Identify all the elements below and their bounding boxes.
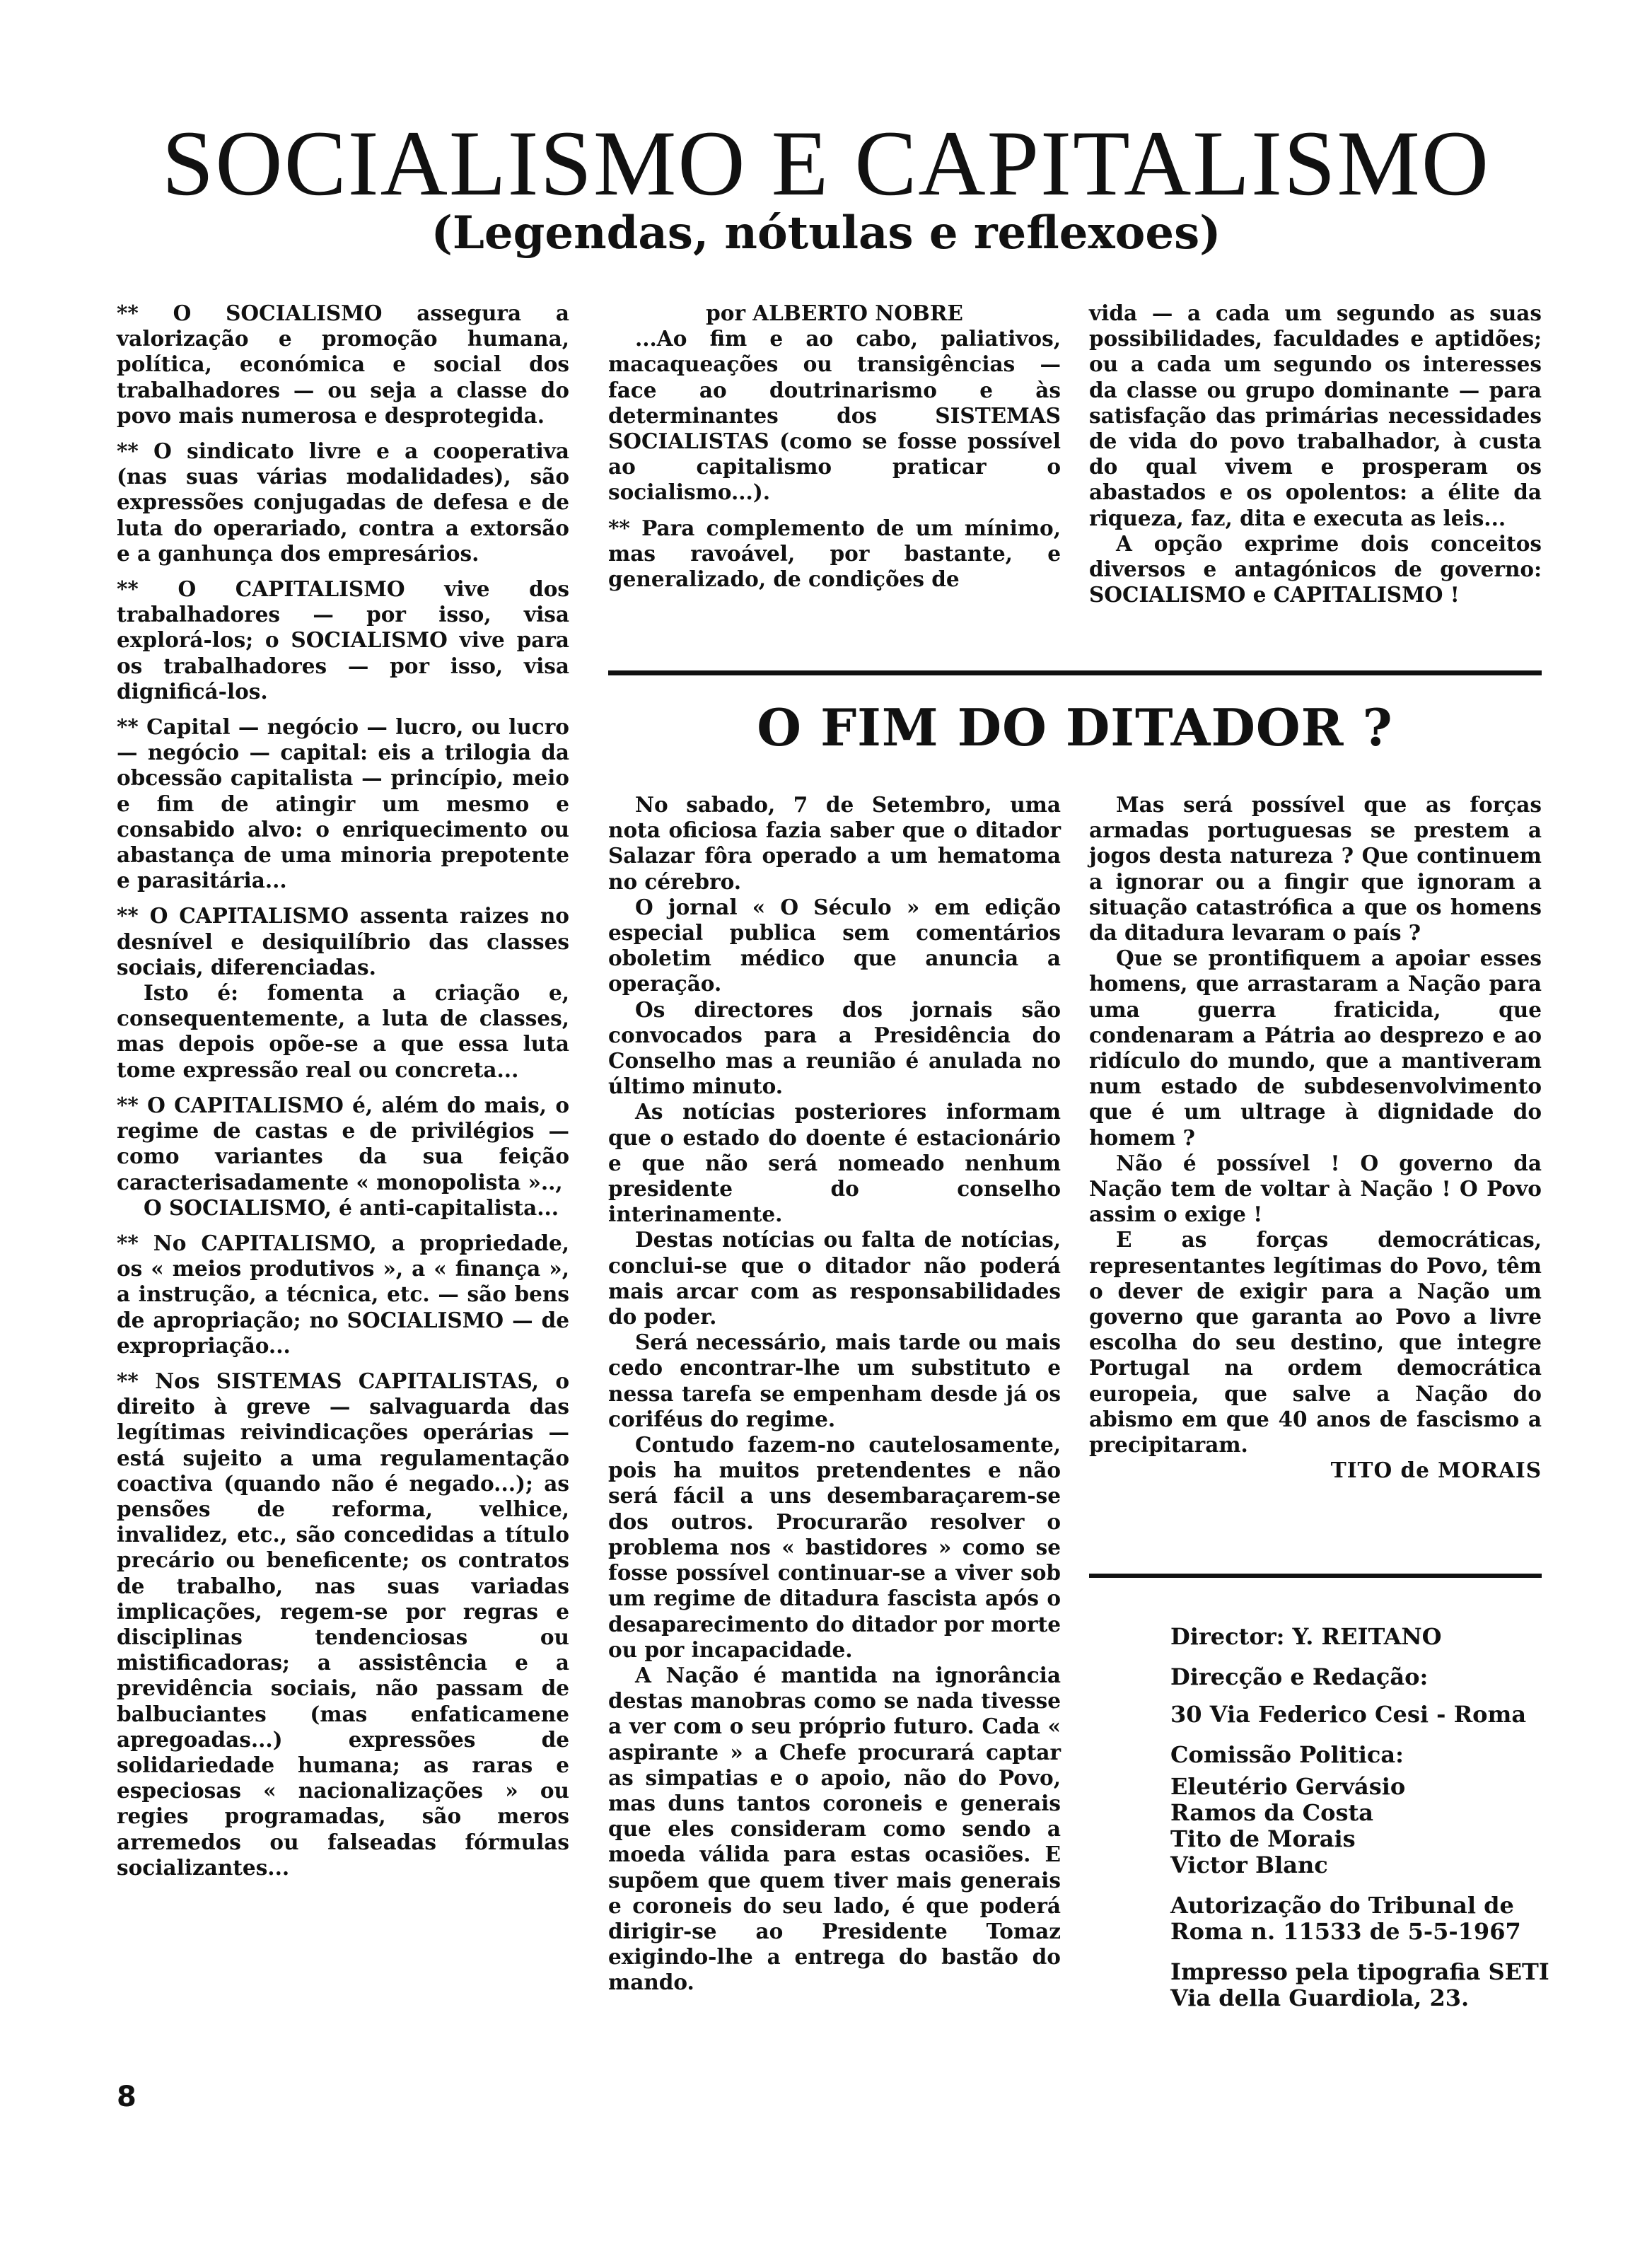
- commission-member: Ramos da Costa: [1170, 1799, 1374, 1826]
- paragraph: Contudo fazem-no cautelosamente, pois ha muitos pretendentes e não será fácil a uns desembaraçarem-se dos outros. Procurarão resolver o problema nos « bastidores » como se fosse possível continuar-se a viver sob um regime de ditadura fascista após o desaparecimento do ditador por morte ou por incapacidade.: [608, 1432, 1061, 1662]
- printer-line: Via della Guardiola, 23.: [1170, 1984, 1470, 2011]
- paragraph: O SOCIALISMO, é anti-capitalista...: [144, 1195, 559, 1220]
- authorization-line: Autorização do Tribunal de: [1170, 1892, 1514, 1919]
- commission-member: Victor Blanc: [1170, 1852, 1328, 1878]
- paragraph: No sabado, 7 de Setembro, uma nota oficiosa fazia saber que o ditador Salazar fôra operado a um hematoma no cérebro.: [608, 792, 1061, 894]
- paragraph: ** O CAPITALISMO vive dos trabalhadores — por isso, visa explorá-los; o SOCIALISMO vive para os trabalhadores — por isso, visa dignificá-los.: [117, 576, 569, 704]
- authorization-block: [1170, 1893, 1566, 1945]
- paragraph: As notícias posteriores informam que o estado do doente é estacionário e que não será nomeado nenhum presidente do conselho interinamente.: [608, 1099, 1061, 1227]
- paragraph: Mas será possível que as forças armadas portuguesas se prestem a jogos desta natureza ? Que continuem a ignorar ou a fingir que ignoram a situação catastrófica a que os homens da ditadura levaram o país ?: [1089, 792, 1542, 946]
- author-signature: TITO de MORAIS: [1330, 1458, 1542, 1483]
- paragraph: ** O CAPITALISMO assenta raizes no desnível e desiquilíbrio das classes sociais, diferenciadas.: [117, 903, 569, 980]
- printer-line: Impresso pela tipografia SETI: [1170, 1958, 1549, 1985]
- article-column-mid: [608, 792, 1061, 1996]
- paragraph: Não é possível ! O governo da Nação tem de voltar à Nação ! O Povo assim o exige !: [1089, 1150, 1542, 1227]
- paragraph: ** Para complemento de um mínimo, mas ravoável, por bastante, e generalizado, de condições de: [608, 515, 1061, 592]
- article-headline: O FIM DO DITADOR ?: [757, 697, 1393, 757]
- paragraph: ** Capital — negócio — lucro, ou lucro — negócio — capital: eis a trilogia da obcessão capitalista — princípio, meio e fim de atingir um mesmo e consabido alvo: o enriquecimento ou abastança de uma minoria prepotente e parasitária...: [117, 714, 569, 893]
- divider-rule: [608, 670, 1542, 675]
- paragraph: Os directores dos jornais são convocados para a Presidência do Conselho mas a reunião é anulada no último minuto.: [608, 996, 1061, 1099]
- commission-label: Comissão Politica:: [1170, 1741, 1404, 1768]
- page-title: SOCIALISMO E CAPITALISMO: [161, 111, 1491, 215]
- column-right-top: [1089, 301, 1542, 608]
- address-label: Direcção e Redação:: [1170, 1663, 1429, 1690]
- address-value: 30 Via Federico Cesi - Roma: [1170, 1701, 1527, 1728]
- paragraph: E as forças democráticas, representantes legítimas do Povo, têm o dever de exigir para a Nação um governo que garanta ao Povo a livre escolha do seu destino, que integre Portugal na ordem democrática europeia, que salve a Nação do abismo em que 40 anos de fascismo a precipitaram.: [1089, 1227, 1542, 1458]
- paragraph: Será necessário, mais tarde ou mais cedo encontrar-lhe um substituto e nessa tarefa se empenham desde já os coriféus do regime.: [608, 1330, 1061, 1431]
- paragraph: ** Nos SISTEMAS CAPITALISTAS, o direito à greve — salvaguarda das legítimas reivindicações operárias — está sujeito a uma regulamentação coactiva (quando não é negado...); as pensões de reforma, velhice, invalidez, etc., são concedidas a título precário ou beneficente; os contratos de trabalho, nas suas variadas implicações, regem-se por regras e disciplinas tendenciosas ou mistificadoras; a assistência e a previdência sociais, não passam de balbuciantes (mas enfaticamene apregoadas...) expressões de solidariedade humana; as raras e especiosas « nacionalizações » ou regies programadas, são meros arremedos ou falseadas fórmulas socializantes...: [117, 1368, 569, 1880]
- page-subtitle: (Legendas, nótulas e reflexoes): [431, 207, 1221, 260]
- paragraph: vida — a cada um segundo as suas possibilidades, faculdades e aptidões; ou a cada um segundo os interesses da classe ou grupo dominante — para satisfação das primárias necessidades de vida do povo trabalhador, à custa do qual vivem e prosperam os abastados e os opolentos: a élite da riqueza, faz, dita e executa as leis...: [1089, 301, 1542, 530]
- paragraph: O jornal « O Século » em edição especial publica sem comentários oboletim médico que anuncia a operação.: [608, 894, 1061, 996]
- byline: por ALBERTO NOBRE: [706, 301, 963, 325]
- paragraph: A Nação é mantida na ignorância destas manobras como se nada tivesse a ver com o seu próprio futuro. Cada « aspirante » a Chefe procurará captar as simpatias e o apoio, não do Povo, mas duns tantos coroneis e generais que eles consideram como sendo a moeda válida para estas ocasiões. E supõem que quem tiver mais generais e coroneis do seu lado, é que poderá dirigir-se ao Presidente Tomaz exigindo-lhe a entrega do bastão do mando.: [608, 1662, 1061, 1995]
- article-column-right: [1089, 792, 1542, 1483]
- commission-block: [1170, 1742, 1566, 1878]
- masthead-divider: [1089, 1574, 1542, 1578]
- paragraph: Que se prontifiquem a apoiar esses homens, que arrastaram a Nação para uma guerra fraticida, que condenaram a Pátria ao desprezo e ao ridículo do mundo, que a mantiveram num estado de subdesenvolvimento que é um ultrage à dignidade do homem ?: [1089, 946, 1542, 1150]
- paragraph: Isto é: fomenta a criação e, consequentemente, a luta de classes, mas depois opõe-se a que essa luta tome expressão real ou concreta...: [117, 980, 569, 1082]
- commission-member: Tito de Morais: [1170, 1825, 1356, 1852]
- paragraph: ** O SOCIALISMO assegura a valorização e promoção humana, política, económica e social dos trabalhadores — ou seja a classe do povo mais numerosa e desprotegida.: [117, 301, 569, 428]
- page-number: 8: [117, 2081, 136, 2113]
- paragraph: A opção exprime dois conceitos diversos e antagónicos de governo: SOCIALISMO e CAPITALISMO !: [1089, 530, 1542, 608]
- commission-member: Eleutério Gervásio: [1170, 1773, 1406, 1800]
- address-block: [1170, 1664, 1566, 1728]
- printer-block: [1170, 1959, 1566, 2011]
- paragraph: ** O sindicato livre e a cooperativa (nas suas várias modalidades), são expressões conjugadas de defesa e de luta do operariado, contra a extorsão e a ganhunça dos empresários.: [117, 438, 569, 566]
- paragraph: Destas notícias ou falta de notícias, conclui-se que o ditador não poderá mais arcar com as responsabilidades do poder.: [608, 1227, 1061, 1330]
- masthead: [1170, 1624, 1566, 2026]
- paragraph: ** No CAPITALISMO, a propriedade, os « meios produtivos », a « finança », a instrução, a técnica, etc. — são bens de apropriação; no SOCIALISMO — de expropriação...: [117, 1230, 569, 1358]
- authorization-line: Roma n. 11533 de 5-5-1967: [1170, 1918, 1521, 1945]
- director-line: Director: Y. REITANO: [1170, 1623, 1442, 1650]
- paragraph: ** O CAPITALISMO é, além do mais, o regime de castas e de privilégios — como variantes da sua feição caracterisadamente « monopolista »..,: [117, 1092, 569, 1195]
- column-left: [117, 301, 569, 1881]
- column-mid-top: [608, 301, 1061, 592]
- paragraph: ...Ao fim e ao cabo, paliativos, macaqueações ou transigências — face ao doutrinarismo e às determinantes dos SISTEMAS SOCIALISTAS (como se fosse possível ao capitalismo praticar o socialismo...).: [608, 326, 1061, 505]
